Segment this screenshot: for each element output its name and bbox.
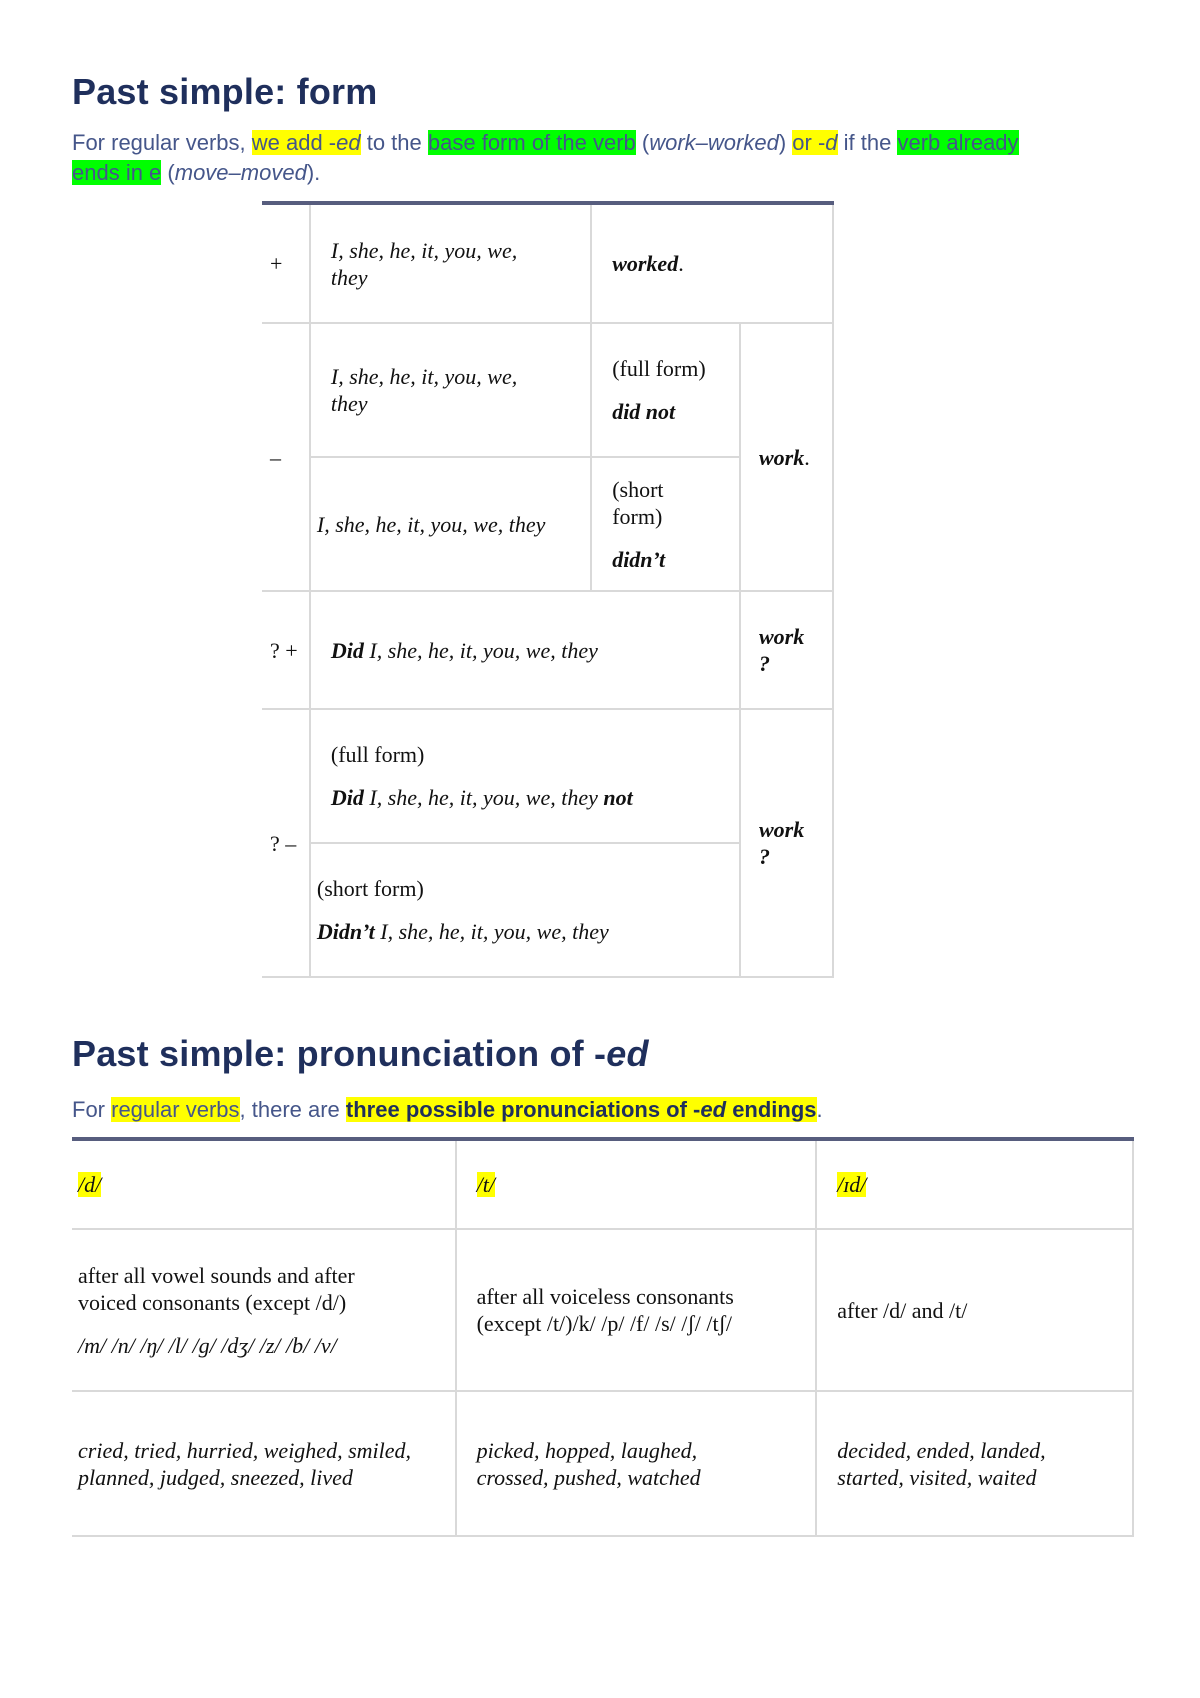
verb-cell: worked.	[591, 203, 833, 323]
examples-d-cell: cried, tried, hurried, weighed, smiled, planned, judged, sneezed, lived	[72, 1391, 456, 1536]
symbol-question-minus: ? –	[262, 709, 310, 977]
intro-text: to the	[360, 130, 428, 155]
form-intro-paragraph	[72, 128, 1142, 188]
highlight: ends in e	[72, 160, 162, 185]
table-row-negative-question-full	[262, 709, 833, 843]
symbol-plus: +	[262, 203, 310, 323]
rule-d-cell: after all vowel sounds and after voiced consonants (except /d/) /m/ /n/ /ŋ/ /l/ /g/ /dʒ/ /z/ /b/ /v/	[72, 1229, 456, 1391]
pronunciation-intro-paragraph	[72, 1095, 1142, 1125]
main-verb-cell: work ?	[740, 591, 833, 709]
aux-short-cell: (short form) didn’t	[591, 457, 740, 591]
intro-text: .	[816, 1097, 823, 1122]
question-cell: Did I, she, he, it, you, we, they	[310, 591, 740, 709]
example-text: move–moved	[174, 160, 307, 185]
highlight: base form of the verb	[427, 130, 636, 155]
highlight: three possible pronunciations of -ed endings	[345, 1097, 817, 1122]
examples-t-cell: picked, hopped, laughed, crossed, pushed, watched	[456, 1391, 817, 1536]
symbol-question-plus: ? +	[262, 591, 310, 709]
subjects-cell: I, she, he, it, you, we, they	[310, 323, 591, 457]
intro-text: (	[635, 130, 650, 155]
pronunciation-table	[72, 1137, 1134, 1537]
subjects-cell: I, she, he, it, you, we, they	[310, 457, 591, 591]
highlight: verb already	[897, 130, 1019, 155]
aux-full-cell: (full form) did not	[591, 323, 740, 457]
table-row-rules	[72, 1229, 1133, 1391]
intro-text: , there are	[239, 1097, 346, 1122]
intro-text: For	[72, 1097, 112, 1122]
header-t: /t/	[456, 1139, 817, 1229]
main-verb-cell: work ?	[740, 709, 833, 977]
subjects-cell: I, she, he, it, you, we, they	[310, 203, 591, 323]
question-short-cell: (short form) Didn’t I, she, he, it, you, we, they	[310, 843, 740, 977]
rule-id-cell: after /d/ and /t/	[816, 1229, 1133, 1391]
header-id: /ɪd/	[816, 1139, 1133, 1229]
highlight: regular verbs	[111, 1097, 240, 1122]
example-text: work–worked	[649, 130, 779, 155]
intro-text: if the	[837, 130, 898, 155]
intro-text: ).	[306, 160, 321, 185]
question-full-cell: (full form) Did I, she, he, it, you, we, they not	[310, 709, 740, 843]
section-title-pronunciation: Past simple: pronunciation of -ed	[72, 1033, 649, 1074]
examples-id-cell: decided, ended, landed, started, visited, waited	[816, 1391, 1133, 1536]
intro-text: For regular verbs,	[72, 130, 252, 155]
table-header-row	[72, 1139, 1133, 1229]
past-simple-form-table	[262, 201, 834, 978]
table-row-examples	[72, 1391, 1133, 1536]
highlight: we add -ed	[251, 130, 361, 155]
section-title-form: Past simple: form	[72, 71, 378, 112]
table-row-question	[262, 591, 833, 709]
table-row-affirmative	[262, 203, 833, 323]
main-verb-cell: work.	[740, 323, 833, 591]
intro-text: )	[778, 130, 793, 155]
intro-text: (	[161, 160, 175, 185]
table-row-negative-full	[262, 323, 833, 457]
symbol-minus: –	[262, 323, 310, 591]
highlight: or -d	[792, 130, 838, 155]
header-d: /d/	[72, 1139, 456, 1229]
rule-t-cell: after all voiceless consonants (except /t/)/k/ /p/ /f/ /s/ /ʃ/ /tʃ/	[456, 1229, 817, 1391]
